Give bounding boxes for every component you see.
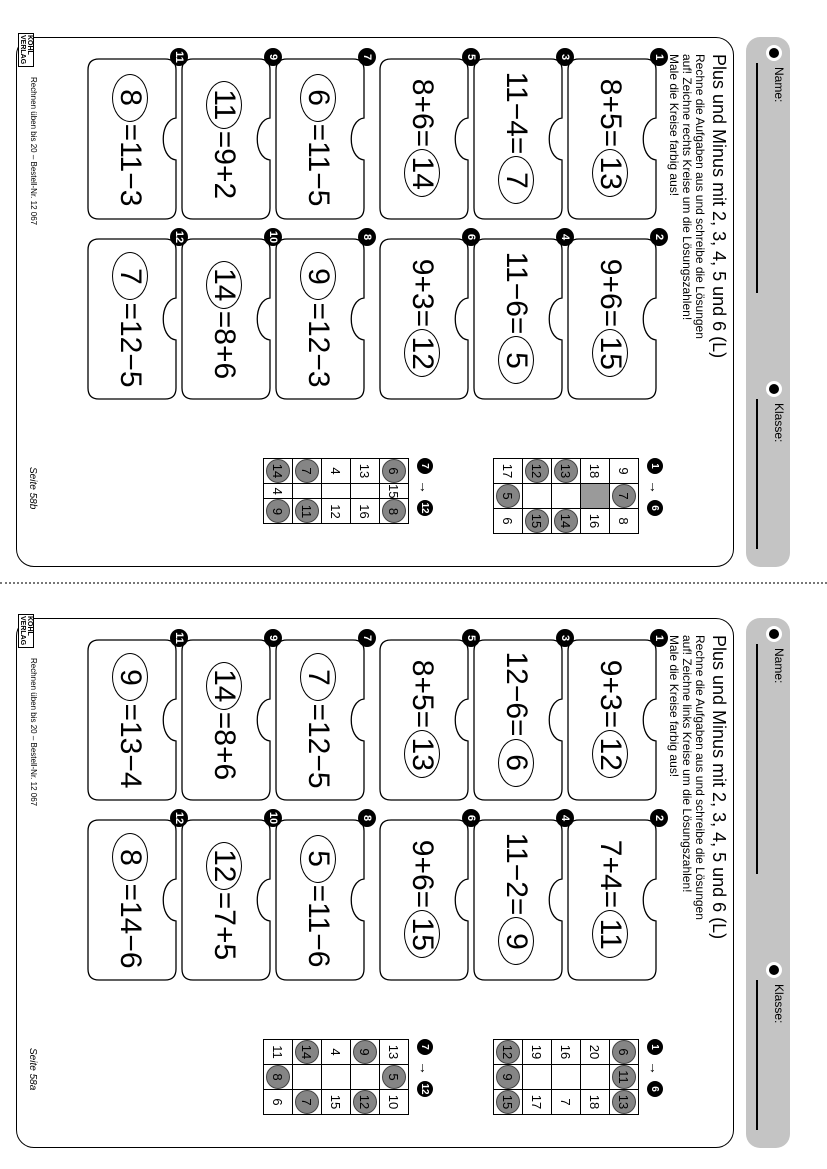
solution-cell[interactable] (610, 1065, 639, 1090)
equation-left: 9+3= (406, 258, 439, 328)
solution-cell[interactable]: 10 (380, 1090, 409, 1115)
answer-circle[interactable]: 8 (112, 833, 148, 881)
task-equation (297, 238, 339, 400)
range-from-badge: 1 (647, 1039, 663, 1055)
publisher-name: KOHL VERLAG (18, 614, 34, 648)
task-equation (109, 819, 151, 981)
equation-right: =11−3 (114, 123, 147, 207)
solution-cell[interactable] (351, 1090, 380, 1115)
task-number-badge: 6 (462, 809, 480, 827)
solution-cell[interactable]: 16 (552, 1040, 581, 1065)
solution-cell[interactable] (293, 1090, 322, 1115)
task-equation (203, 238, 245, 400)
solution-table (493, 1039, 639, 1115)
class-label: Klasse: (772, 403, 786, 443)
solution-cell[interactable] (293, 1040, 322, 1065)
task-card (181, 634, 279, 801)
answer-circle[interactable]: 5 (498, 336, 534, 384)
solution-circle: 15 (525, 509, 549, 533)
class-label: Klasse: (772, 984, 786, 1024)
name-bar (746, 618, 790, 1148)
task-number-badge: 1 (650, 48, 668, 66)
solution-cell[interactable] (380, 459, 409, 484)
range-to-badge: 12 (417, 1081, 433, 1097)
task-card (181, 230, 279, 400)
solution-circle: 14 (295, 1040, 319, 1064)
task-equation (589, 819, 631, 981)
footer-text: Rechnen üben bis 20 – Bestell-Nr. 12 067 (29, 77, 38, 226)
task-number-badge: 3 (556, 48, 574, 66)
solution-cell[interactable] (552, 1065, 581, 1090)
solution-circle: 6 (612, 1040, 636, 1064)
solution-cell[interactable]: 8 (610, 509, 639, 534)
answer-circle[interactable]: 11 (206, 81, 242, 129)
task-equation (401, 819, 443, 981)
solution-cell[interactable] (523, 484, 552, 509)
task-card (275, 634, 373, 801)
task-card (473, 814, 571, 981)
publisher-name: KOHL VERLAG (18, 33, 34, 67)
name-label: Name: (772, 67, 786, 103)
solution-table (263, 1039, 409, 1115)
solution-circle: 9 (266, 499, 290, 523)
equation-left: 8+5= (594, 78, 627, 148)
task-number-badge: 9 (264, 629, 282, 647)
grid-range-label (647, 1039, 663, 1097)
solution-cell[interactable]: 6 (264, 1090, 293, 1115)
task-card (379, 814, 477, 981)
task-number-badge: 4 (556, 809, 574, 827)
answer-circle[interactable]: 12 (592, 730, 628, 778)
solution-cell[interactable] (610, 484, 639, 509)
task-card (567, 634, 665, 801)
solution-cell[interactable] (610, 1090, 639, 1115)
task-number-badge: 7 (358, 48, 376, 66)
equation-right: =11−6 (302, 884, 335, 968)
equation-left: 9+6= (594, 258, 627, 328)
answer-circle[interactable]: 9 (112, 653, 148, 701)
equation-right: =11−5 (302, 123, 335, 207)
answer-circle[interactable]: 11 (592, 910, 628, 958)
task-card (473, 53, 571, 220)
answer-circle[interactable]: 13 (404, 730, 440, 778)
range-from-badge: 1 (647, 458, 663, 474)
task-equation (401, 238, 443, 400)
equation-left: 9+6= (406, 839, 439, 909)
task-card (473, 233, 571, 400)
solution-cell[interactable] (351, 484, 380, 499)
task-card (87, 632, 185, 801)
name-bar (746, 37, 790, 567)
equation-right: =8+6 (208, 711, 241, 781)
arrow-icon: → (647, 480, 663, 494)
task-number-badge: 5 (462, 629, 480, 647)
range-from-badge: 7 (417, 458, 433, 474)
solution-cell[interactable]: 13 (380, 1040, 409, 1065)
task-card (567, 53, 665, 220)
solution-table (263, 458, 409, 524)
task-equation (203, 58, 245, 220)
task-equation (495, 58, 537, 220)
solution-circle: 12 (496, 1040, 520, 1064)
solution-circle: 15 (496, 1090, 520, 1114)
solution-cell[interactable]: 6 (494, 509, 523, 534)
solution-cell[interactable]: 16 (351, 499, 380, 524)
task-card (87, 51, 185, 220)
answer-circle[interactable]: 12 (206, 842, 242, 890)
answer-circle[interactable]: 13 (592, 149, 628, 197)
footer-text: Rechnen üben bis 20 – Bestell-Nr. 12 067 (29, 658, 38, 807)
task-equation (401, 58, 443, 220)
answer-circle[interactable]: 12 (404, 329, 440, 377)
solution-circle: 11 (295, 499, 319, 523)
solution-circle: 5 (382, 1065, 406, 1089)
solution-cell[interactable] (293, 484, 322, 499)
solution-circle: 8 (382, 499, 406, 523)
page-number: Seite 58a (27, 1048, 38, 1091)
task-number-badge: 6 (462, 228, 480, 246)
task-card (275, 233, 373, 400)
solution-circle: 7 (295, 1090, 319, 1114)
instruction-line: Rechne die Aufgaben aus und schreibe die Lösungen (693, 54, 707, 339)
solution-cell[interactable] (322, 1065, 351, 1090)
task-equation (203, 639, 245, 801)
solution-circle: 9 (353, 1040, 377, 1064)
task-number-badge: 8 (358, 809, 376, 827)
grid-range-label (417, 458, 433, 516)
solution-cell[interactable] (380, 1065, 409, 1090)
exercise-frame (16, 618, 734, 1148)
solution-cell[interactable] (552, 484, 581, 509)
solution-cell[interactable]: 4 (322, 1040, 351, 1065)
solution-circle: 8 (266, 1065, 290, 1089)
solution-cell[interactable] (494, 484, 523, 509)
task-equation (297, 639, 339, 801)
equation-left: 8+6= (406, 78, 439, 148)
solution-cell[interactable] (293, 499, 322, 524)
answer-circle[interactable]: 7 (112, 252, 148, 300)
solution-cell[interactable] (581, 1065, 610, 1090)
equation-right: =9+2 (208, 130, 241, 200)
task-equation (109, 639, 151, 801)
answer-circle[interactable]: 14 (404, 149, 440, 197)
task-equation (203, 819, 245, 981)
solution-circle: 11 (612, 1065, 636, 1089)
task-card (275, 814, 373, 981)
task-number-badge: 4 (556, 228, 574, 246)
worksheet-b (10, 37, 790, 567)
arrow-icon: → (647, 1061, 663, 1075)
task-number-badge: 11 (170, 629, 188, 647)
solution-cell[interactable] (351, 1065, 380, 1090)
name-write-line[interactable] (757, 63, 759, 293)
task-card (379, 53, 477, 220)
task-card (181, 811, 279, 981)
solution-cell[interactable] (293, 459, 322, 484)
solution-cell[interactable]: 7 (552, 1090, 581, 1115)
task-card (87, 811, 185, 981)
task-number-badge: 12 (170, 228, 188, 246)
answer-circle[interactable]: 14 (206, 662, 242, 710)
name-bullet-icon (766, 626, 782, 642)
solution-cell[interactable]: 18 (581, 1090, 610, 1115)
task-equation (297, 819, 339, 981)
solution-cell[interactable]: 20 (581, 1040, 610, 1065)
solution-cell[interactable]: 17 (494, 459, 523, 484)
instruction-line: Rechne die Aufgaben aus und schreibe die Lösungen (693, 635, 707, 920)
task-card (567, 814, 665, 981)
solution-table (493, 458, 639, 534)
task-card (473, 634, 571, 801)
solution-cell[interactable] (264, 1065, 293, 1090)
answer-circle[interactable]: 5 (300, 835, 336, 883)
solution-cell[interactable] (581, 484, 610, 509)
equation-right: =12−5 (114, 302, 147, 388)
solution-cell[interactable]: 16 (581, 509, 610, 534)
task-number-badge: 1 (650, 629, 668, 647)
solution-cell[interactable] (552, 509, 581, 534)
name-label: Name: (772, 648, 786, 684)
name-bullet-icon (766, 45, 782, 61)
task-number-badge: 3 (556, 629, 574, 647)
worksheet-a (10, 618, 790, 1148)
equation-left: 11−6= (500, 251, 533, 335)
task-card (87, 230, 185, 400)
solution-cell[interactable]: 4 (322, 459, 351, 484)
instruction-line: auf! Zeichne links Kreise um die Lösungszahlen! (680, 635, 694, 893)
task-number-badge: 10 (264, 809, 282, 827)
solution-circle: 14 (266, 459, 290, 483)
solution-cell[interactable] (322, 484, 351, 499)
answer-circle[interactable]: 15 (404, 910, 440, 958)
solution-cell[interactable]: 15 (380, 484, 409, 499)
equation-right: =12−3 (302, 302, 335, 388)
equation-left: 9+3= (594, 659, 627, 729)
task-equation (495, 238, 537, 400)
answer-circle[interactable]: 7 (498, 156, 534, 204)
solution-circle: 14 (554, 509, 578, 533)
solution-cell[interactable] (264, 459, 293, 484)
solution-cell[interactable]: 19 (523, 1040, 552, 1065)
answer-circle[interactable]: 7 (300, 653, 336, 701)
task-number-badge: 5 (462, 48, 480, 66)
range-to-badge: 12 (417, 500, 433, 516)
arrow-icon: → (417, 1061, 433, 1075)
class-bullet-icon (766, 381, 782, 397)
exercise-frame (16, 37, 734, 567)
task-number-badge: 10 (264, 228, 282, 246)
equation-right: =13−4 (114, 703, 147, 789)
grid-range-label (647, 458, 663, 516)
cut-line-divider (0, 582, 827, 584)
answer-circle[interactable]: 6 (300, 74, 336, 122)
solution-cell[interactable] (523, 1065, 552, 1090)
solution-circle: 6 (382, 459, 406, 483)
answer-circle[interactable]: 9 (300, 252, 336, 300)
solution-cell[interactable]: 18 (581, 459, 610, 484)
solution-circle: 13 (554, 459, 578, 483)
solution-cell[interactable]: 17 (523, 1090, 552, 1115)
name-write-line[interactable] (757, 644, 759, 874)
instruction-line: Male die Kreise farbig aus! (667, 54, 681, 197)
solution-cell[interactable] (494, 1090, 523, 1115)
task-equation (297, 58, 339, 220)
task-number-badge: 2 (650, 809, 668, 827)
equation-left: 11−4= (500, 71, 533, 155)
task-equation (589, 58, 631, 220)
range-to-badge: 6 (647, 1081, 663, 1097)
equation-right: =8+6 (208, 310, 241, 380)
task-number-badge: 12 (170, 809, 188, 827)
solution-cell[interactable]: 4 (264, 484, 293, 499)
class-bullet-icon (766, 962, 782, 978)
task-equation (495, 819, 537, 981)
sheet-title: Plus und Minus mit 2, 3, 4, 5 und 6 (L) (709, 54, 729, 359)
solution-cell[interactable]: 15 (322, 1090, 351, 1115)
class-write-line[interactable] (757, 980, 759, 1130)
instruction-line: auf! Zeichne rechts Kreise um die Lösungszahlen! (680, 54, 694, 321)
answer-circle[interactable]: 9 (498, 917, 534, 965)
task-card (379, 233, 477, 400)
task-card (181, 53, 279, 220)
solution-circle: 12 (353, 1090, 377, 1114)
task-number-badge: 11 (170, 48, 188, 66)
instruction-line: Male die Kreise farbig aus! (667, 635, 681, 778)
answer-circle[interactable]: 8 (112, 74, 148, 122)
sheet-title: Plus und Minus mit 2, 3, 4, 5 und 6 (L) (709, 635, 729, 940)
task-equation (589, 238, 631, 400)
task-card (567, 233, 665, 400)
task-number-badge: 2 (650, 228, 668, 246)
solution-cell[interactable]: 12 (322, 499, 351, 524)
task-equation (109, 58, 151, 220)
solution-cell[interactable] (610, 1040, 639, 1065)
solution-cell[interactable]: 9 (610, 459, 639, 484)
page-number: Seite 58b (27, 467, 38, 510)
range-to-badge: 6 (647, 500, 663, 516)
solution-circle: 7 (295, 459, 319, 483)
answer-circle[interactable]: 6 (498, 739, 534, 787)
solution-cell[interactable] (293, 1065, 322, 1090)
solution-cell[interactable] (380, 499, 409, 524)
solution-circle: 13 (612, 1090, 636, 1114)
solution-circle: 5 (496, 484, 520, 508)
task-number-badge: 7 (358, 629, 376, 647)
task-equation (109, 238, 151, 400)
solution-cell[interactable] (494, 1040, 523, 1065)
grid-range-label (417, 1039, 433, 1097)
equation-right: =14−6 (114, 883, 147, 969)
equation-right: =7+5 (208, 891, 241, 961)
task-number-badge: 9 (264, 48, 282, 66)
solution-circle: 7 (612, 484, 636, 508)
equation-left: 11−2= (500, 832, 533, 916)
solution-cell[interactable] (552, 459, 581, 484)
range-from-badge: 7 (417, 1039, 433, 1055)
task-equation (495, 639, 537, 801)
class-write-line[interactable] (757, 399, 759, 549)
task-card (379, 634, 477, 801)
publisher-logo (18, 614, 48, 648)
task-equation (589, 639, 631, 801)
solution-cell[interactable] (264, 499, 293, 524)
solution-circle: 12 (525, 459, 549, 483)
equation-right: =12−5 (302, 703, 335, 789)
equation-left: 8+5= (406, 659, 439, 729)
task-card (275, 53, 373, 220)
equation-left: 12−6= (500, 651, 533, 737)
solution-cell[interactable]: 11 (264, 1040, 293, 1065)
publisher-logo (18, 33, 48, 67)
solution-cell[interactable] (523, 459, 552, 484)
equation-left: 7+4= (594, 839, 627, 909)
solution-circle: 9 (496, 1065, 520, 1089)
arrow-icon: → (417, 480, 433, 494)
solution-cell[interactable] (351, 1040, 380, 1065)
solution-cell[interactable] (523, 509, 552, 534)
task-equation (401, 639, 443, 801)
answer-circle[interactable]: 14 (206, 261, 242, 309)
task-number-badge: 8 (358, 228, 376, 246)
solution-cell[interactable]: 13 (351, 459, 380, 484)
answer-circle[interactable]: 15 (592, 329, 628, 377)
solution-cell[interactable] (494, 1065, 523, 1090)
